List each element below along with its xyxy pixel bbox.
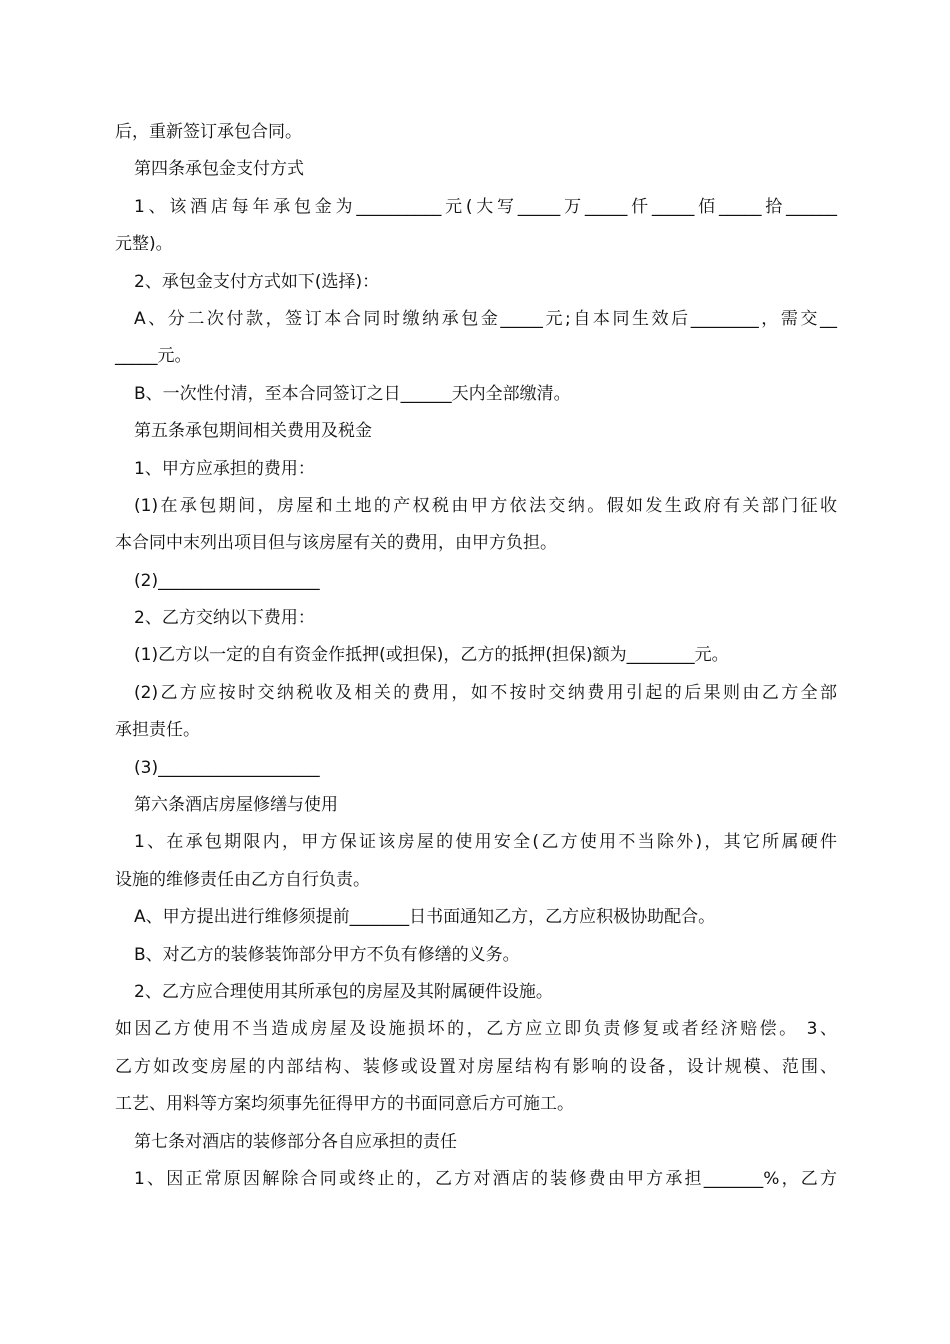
text-line: (2)乙方应按时交纳税收及相关的费用，如不按时交纳费用引起的后果则由乙方全部 [134,682,837,703]
text-line: 2、乙方应合理使用其所承包的房屋及其附属硬件设施。 [134,981,553,1002]
text-line: B、对乙方的装修装饰部分甲方不负有修缮的义务。 [134,944,520,965]
section-heading: 第七条对酒店的装修部分各自应承担的责任 [134,1131,457,1152]
text-line: 1、在承包期限内，甲方保证该房屋的使用安全(乙方使用不当除外)，其它所属硬件 [134,832,837,853]
text-line: 1、该酒店每年承包金为__________元(大写_____万_____仟_____佰_____拾______ [134,196,837,217]
text-line: 元整)。 [115,234,173,255]
section-heading: 第六条酒店房屋修缮与使用 [134,795,338,816]
text-line: A、甲方提出进行维修须提前_______日书面通知乙方，乙方应积极协助配合。 [134,907,716,928]
text-line: 如因乙方使用不当造成房屋及设施损坏的，乙方应立即负责修复或者经济赔偿。 3、 [115,1019,837,1040]
text-line: 后，重新签订承包合同。 [115,122,302,142]
text-line: 2、乙方交纳以下费用： [134,608,315,629]
text-line: 1、甲方应承担的费用： [134,458,315,479]
text-line: B、一次性付清，至本合同签订之日______天内全部缴清。 [134,383,571,404]
text-line: (2)___________________ [134,570,320,591]
text-line: 乙方如改变房屋的内部结构、装修或设置对房屋结构有影响的设备，设计规模、范围、 [115,1056,837,1077]
text-line: 工艺、用料等方案均须事先征得甲方的书面同意后方可施工。 [115,1094,574,1115]
document-page [115,114,837,1198]
text-line: 承担责任。 [115,720,200,741]
text-line: 2、承包金支付方式如下(选择)： [134,271,380,292]
text-line: 设施的维修责任由乙方自行负责。 [115,869,370,890]
text-line: (1)在承包期间，房屋和土地的产权税由甲方依法交纳。假如发生政府有关部门征收 [134,495,837,516]
text-line: _____元。 [115,346,192,367]
text-line: 本合同中末列出项目但与该房屋有关的费用，由甲方负担。 [115,533,557,554]
text-line: (1)乙方以一定的自有资金作抵押(或担保)，乙方的抵押(担保)额为________元。 [134,645,729,666]
text-line: 1、因正常原因解除合同或终止的，乙方对酒店的装修费由甲方承担_______%，乙方 [134,1168,837,1189]
text-line: (3)___________________ [134,757,320,778]
section-heading: 第五条承包期间相关费用及税金 [134,421,372,442]
section-heading: 第四条承包金支付方式 [134,159,304,180]
text-line: A、分二次付款，签订本合同时缴纳承包金_____元;自本同生效后________，需交__ [134,308,837,329]
